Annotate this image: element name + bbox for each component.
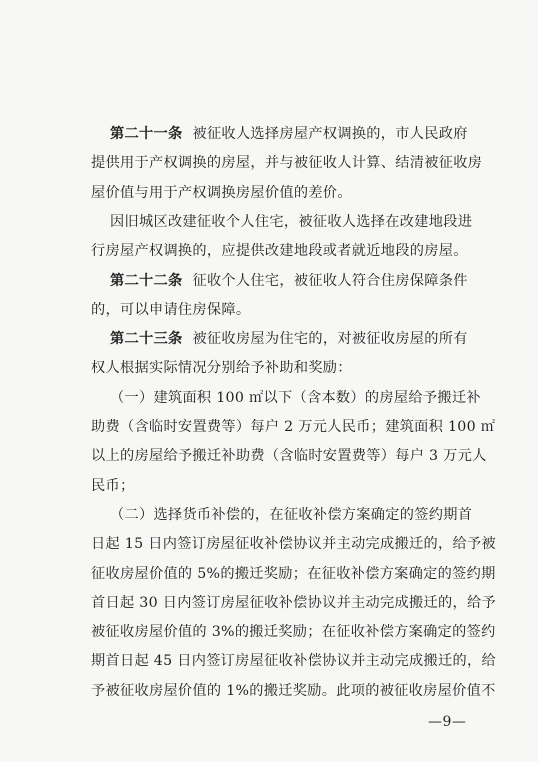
paragraph-line: 行房屋产权调换的，应提供改建地段或者就近地段的房屋。: [91, 243, 468, 260]
paragraph-line: （二）选择货币补偿的，在征收补偿方案确定的签约期首: [110, 506, 473, 523]
paragraph-line: 提供用于产权调换的房屋，并与被征收人计算、结清被征收房: [91, 155, 483, 172]
paragraph-line: 的，可以申请住房保障。: [91, 301, 251, 318]
paragraph-line: 首日起 30 日内签订房屋征收补偿协议并主动完成搬迁的，给予: [91, 594, 496, 611]
paragraph-line: 征收房屋价值的 5%的搬迁奖励；在征收补偿方案确定的签约期: [91, 565, 496, 582]
paragraph-line: 民币；: [91, 477, 135, 494]
paragraph-line: 权人根据实际情况分别给予补助和奖励：: [91, 360, 352, 377]
paragraph-line: 第二十一条 被征收人选择房屋产权调换的，市人民政府: [110, 126, 468, 142]
paragraph-line: 日起 15 日内签订房屋征收补偿协议并主动完成搬迁的，给予被: [91, 536, 496, 553]
article-label: 第二十三条: [110, 331, 183, 348]
paragraph-line: 被征收房屋价值的 3%的搬迁奖励；在征收补偿方案确定的签约: [91, 624, 496, 641]
paragraph-line: 予被征收房屋价值的 1%的搬迁奖励。此项的被征收房屋价值不: [91, 682, 496, 699]
page-number: —9—: [428, 714, 467, 730]
article-label: 第二十一条: [110, 126, 183, 142]
paragraph-line: 第二十三条 被征收房屋为住宅的，对被征收房屋的所有: [110, 331, 468, 348]
paragraph-line: 第二十二条 征收个人住宅，被征收人符合住房保障条件: [110, 272, 468, 289]
paragraph-line: 期首日起 45 日内签订房屋征收补偿协议并主动完成搬迁的，给: [91, 653, 496, 670]
paragraph-line: 屋价值与用于产权调换房屋价值的差价。: [91, 184, 352, 201]
paragraph-line: 因旧城区改建征收个人住宅，被征收人选择在改建地段进: [110, 213, 473, 230]
article-label: 第二十二条: [110, 272, 183, 289]
paragraph-line: （一）建筑面积 100 ㎡以下（含本数）的房屋给予搬迁补: [110, 389, 481, 406]
paragraph-line: 助费（含临时安置费等）每户 2 万元人民币；建筑面积 100 ㎡: [91, 419, 496, 435]
paragraph-line: 以上的房屋给予搬迁补助费（含临时安置费等）每户 3 万元人: [91, 448, 487, 465]
